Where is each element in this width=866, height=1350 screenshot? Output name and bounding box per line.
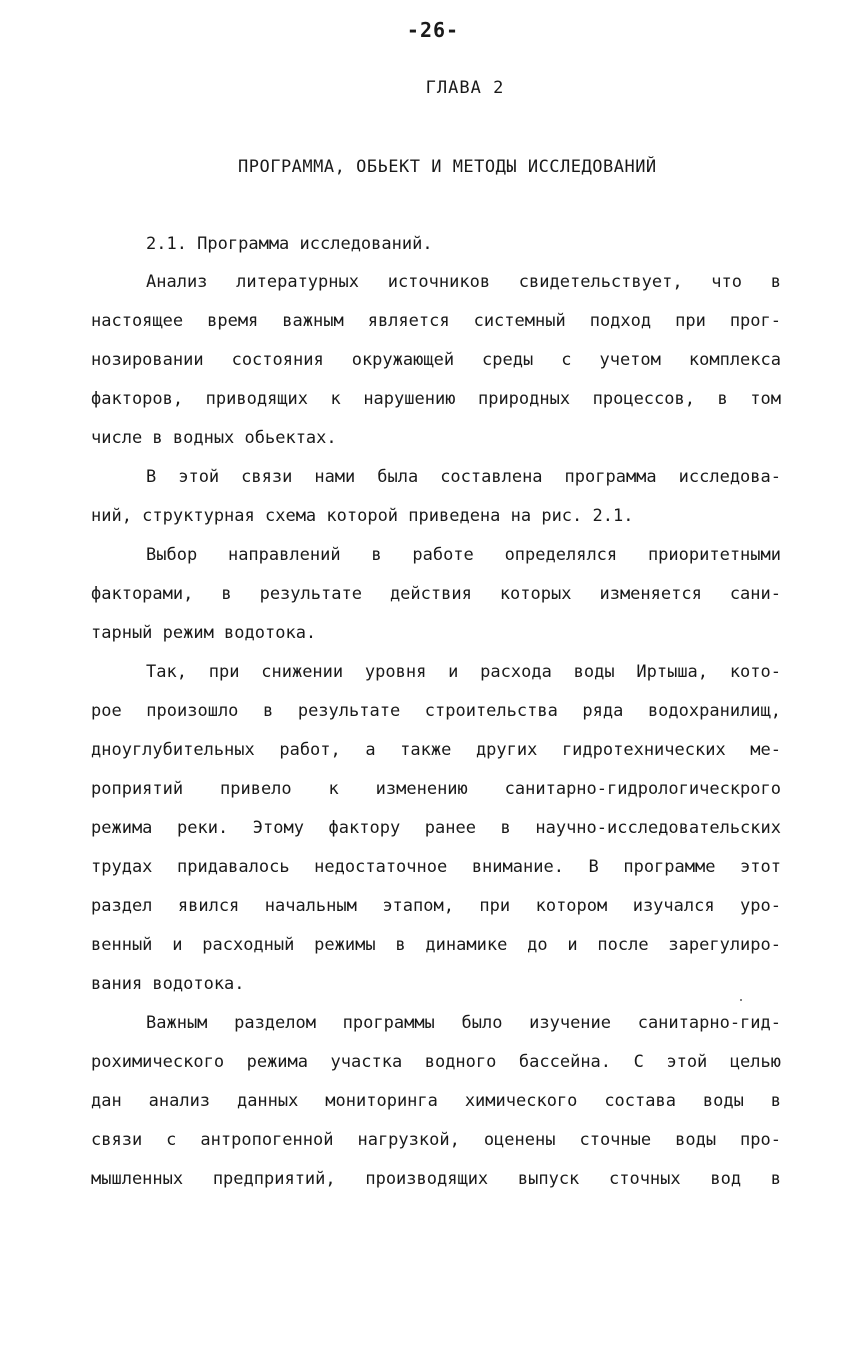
text-line: роприятий привело к изменению санитарно-гидрологическрого <box>91 779 781 799</box>
text-line: дан анализ данных мониторинга химического состава воды в <box>91 1091 781 1111</box>
paragraph-5 <box>91 1004 781 1199</box>
paragraph-3 <box>91 536 781 653</box>
text-line: мышленных предприятий, производящих выпуск сточных вод в <box>91 1169 781 1189</box>
text-line: дноуглубительных работ, а также других гидротехнических ме- <box>91 740 781 760</box>
text-line: вания водотока. <box>91 974 245 994</box>
paragraph-2 <box>91 458 781 536</box>
text-line: Так, при снижении уровня и расхода воды Иртыша, кото- <box>146 662 781 682</box>
text-line: факторов, приводящих к нарушению природных процессов, в том <box>91 389 781 409</box>
chapter-title: ПРОГРАММА, ОБЬЕКТ И МЕТОДЫ ИССЛЕДОВАНИЙ <box>238 157 657 177</box>
page-number: -26- <box>406 18 460 42</box>
text-line: раздел явился начальным этапом, при котором изучался уро- <box>91 896 781 916</box>
paragraph-1 <box>91 263 781 458</box>
text-line: числе в водных обьектах. <box>91 428 337 448</box>
text-line: ний, структурная схема которой приведена на рис. 2.1. <box>91 506 634 526</box>
text-line: связи с антропогенной нагрузкой, оценены сточные воды про- <box>91 1130 781 1150</box>
section-heading: 2.1. Программа исследований. <box>146 234 433 254</box>
text-line: трудах придавалось недостаточное внимание. В программе этот <box>91 857 781 877</box>
text-line: настоящее время важным является системный подход при прог- <box>91 311 781 331</box>
paragraph-4 <box>91 653 781 1004</box>
chapter-label: ГЛАВА 2 <box>425 78 505 98</box>
text-line: рое произошло в результате строительства ряда водохранилищ, <box>91 701 781 721</box>
text-line: рохимического режима участка водного бассейна. С этой целью <box>91 1052 781 1072</box>
text-line: тарный режим водотока. <box>91 623 317 643</box>
text-line: нозировании состояния окружающей среды с учетом комплекса <box>91 350 781 370</box>
text-line: В этой связи нами была составлена программа исследова- <box>146 467 781 487</box>
scan-speck <box>740 999 742 1001</box>
text-line: факторами, в результате действия которых изменяется сани- <box>91 584 781 604</box>
text-line: Выбор направлений в работе определялся приоритетными <box>146 545 781 565</box>
text-line: режима реки. Этому фактору ранее в научно-исследовательских <box>91 818 781 838</box>
text-line: венный и расходный режимы в динамике до и после зарегулиро- <box>91 935 781 955</box>
text-line: Важным разделом программы было изучение санитарно-гид- <box>146 1013 781 1033</box>
text-line: Анализ литературных источников свидетельствует, что в <box>146 272 781 292</box>
